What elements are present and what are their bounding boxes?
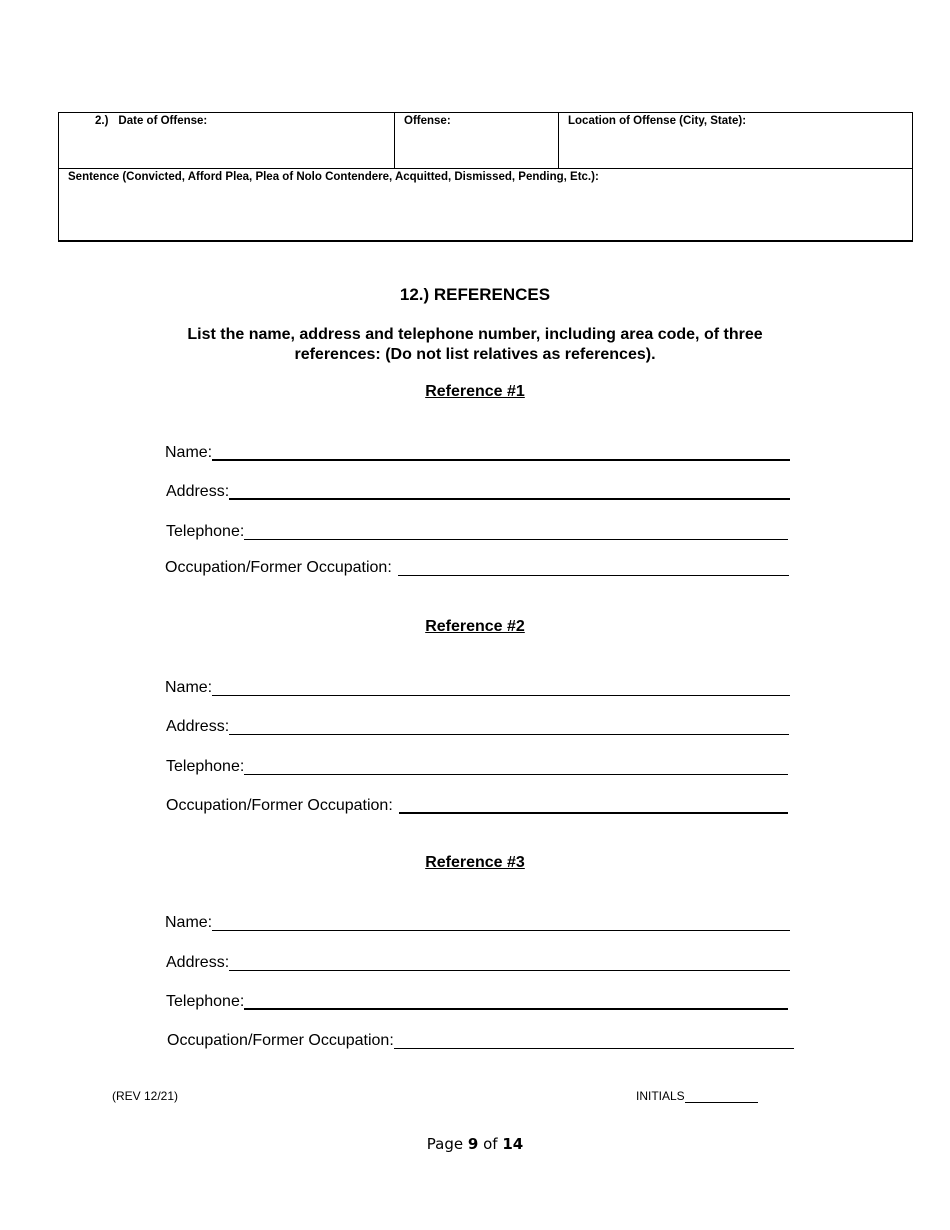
- sentence-cell[interactable]: [59, 169, 913, 242]
- address-input-line[interactable]: [229, 952, 790, 971]
- page-number: [0, 1135, 950, 1153]
- sentence-label: Sentence (Convicted, Afford Plea, Plea of Nolo Contendere, Acquitted, Dismissed, Pending, Etc.):: [68, 171, 599, 183]
- reference-1-name-field[interactable]: [165, 442, 790, 462]
- telephone-input-line[interactable]: [244, 990, 788, 1010]
- telephone-input-line[interactable]: [244, 521, 788, 540]
- address-label: Address:: [166, 483, 230, 500]
- offense-table: [58, 112, 913, 242]
- occupation-label: Occupation/Former Occupation:: [165, 559, 392, 576]
- page-of: of: [483, 1135, 498, 1153]
- address-label: Address:: [166, 718, 230, 735]
- reference-3-heading: Reference #3: [425, 854, 525, 871]
- name-input-line[interactable]: [212, 677, 790, 696]
- telephone-label: Telephone:: [166, 758, 245, 775]
- reference-3-name-field[interactable]: [165, 912, 790, 932]
- page-current: 9: [467, 1135, 479, 1153]
- page-word: Page: [426, 1135, 464, 1153]
- initials-label: INITIALS: [636, 1089, 685, 1103]
- address-input-line[interactable]: [229, 716, 789, 735]
- reference-1-heading: Reference #1: [425, 383, 525, 400]
- name-label: Name:: [165, 914, 213, 931]
- occupation-label: Occupation/Former Occupation:: [166, 797, 393, 814]
- occupation-input-line[interactable]: [399, 794, 788, 814]
- reference-3-occupation-field[interactable]: [167, 1030, 794, 1050]
- reference-2-telephone-field[interactable]: [166, 756, 788, 776]
- name-label: Name:: [165, 679, 213, 696]
- reference-2-occupation-field[interactable]: [166, 795, 788, 815]
- occupation-input-line[interactable]: [394, 1030, 794, 1049]
- reference-2-address-field[interactable]: [166, 716, 789, 736]
- reference-1-occupation-field[interactable]: [165, 557, 789, 577]
- page-total: 14: [502, 1135, 524, 1153]
- reference-1-address-field[interactable]: [166, 481, 790, 501]
- occupation-label: Occupation/Former Occupation:: [167, 1032, 394, 1049]
- name-input-line[interactable]: [212, 912, 790, 931]
- reference-3-address-field[interactable]: [166, 952, 790, 972]
- instructions: List the name, address and telephone number, including area code, of three references: (Do not list relatives as references).: [187, 326, 763, 363]
- name-label: Name:: [165, 444, 213, 461]
- telephone-input-line[interactable]: [244, 756, 788, 775]
- telephone-label: Telephone:: [166, 523, 245, 540]
- offense-label: Offense:: [404, 115, 451, 127]
- initials-field[interactable]: [636, 1089, 758, 1103]
- offense-number: 2.): [95, 115, 109, 127]
- address-input-line[interactable]: [229, 480, 790, 500]
- reference-2-heading: Reference #2: [425, 618, 525, 635]
- offense-cell[interactable]: [395, 113, 559, 169]
- telephone-label: Telephone:: [166, 993, 245, 1010]
- occupation-input-line[interactable]: [398, 557, 789, 576]
- date-of-offense-cell[interactable]: [59, 113, 395, 169]
- reference-3-telephone-field[interactable]: [166, 991, 788, 1011]
- location-of-offense-label: Location of Offense (City, State):: [568, 115, 747, 127]
- reference-2-name-field[interactable]: [165, 677, 790, 697]
- name-input-line[interactable]: [212, 441, 790, 461]
- initials-input-line[interactable]: [685, 1089, 758, 1103]
- date-of-offense-label: Date of Offense:: [118, 115, 208, 127]
- address-label: Address:: [166, 954, 230, 971]
- revision-label: (REV 12/21): [112, 1089, 179, 1103]
- reference-1-telephone-field[interactable]: [166, 521, 788, 541]
- section-title: 12.) REFERENCES: [399, 285, 551, 304]
- location-of-offense-cell[interactable]: [559, 113, 913, 169]
